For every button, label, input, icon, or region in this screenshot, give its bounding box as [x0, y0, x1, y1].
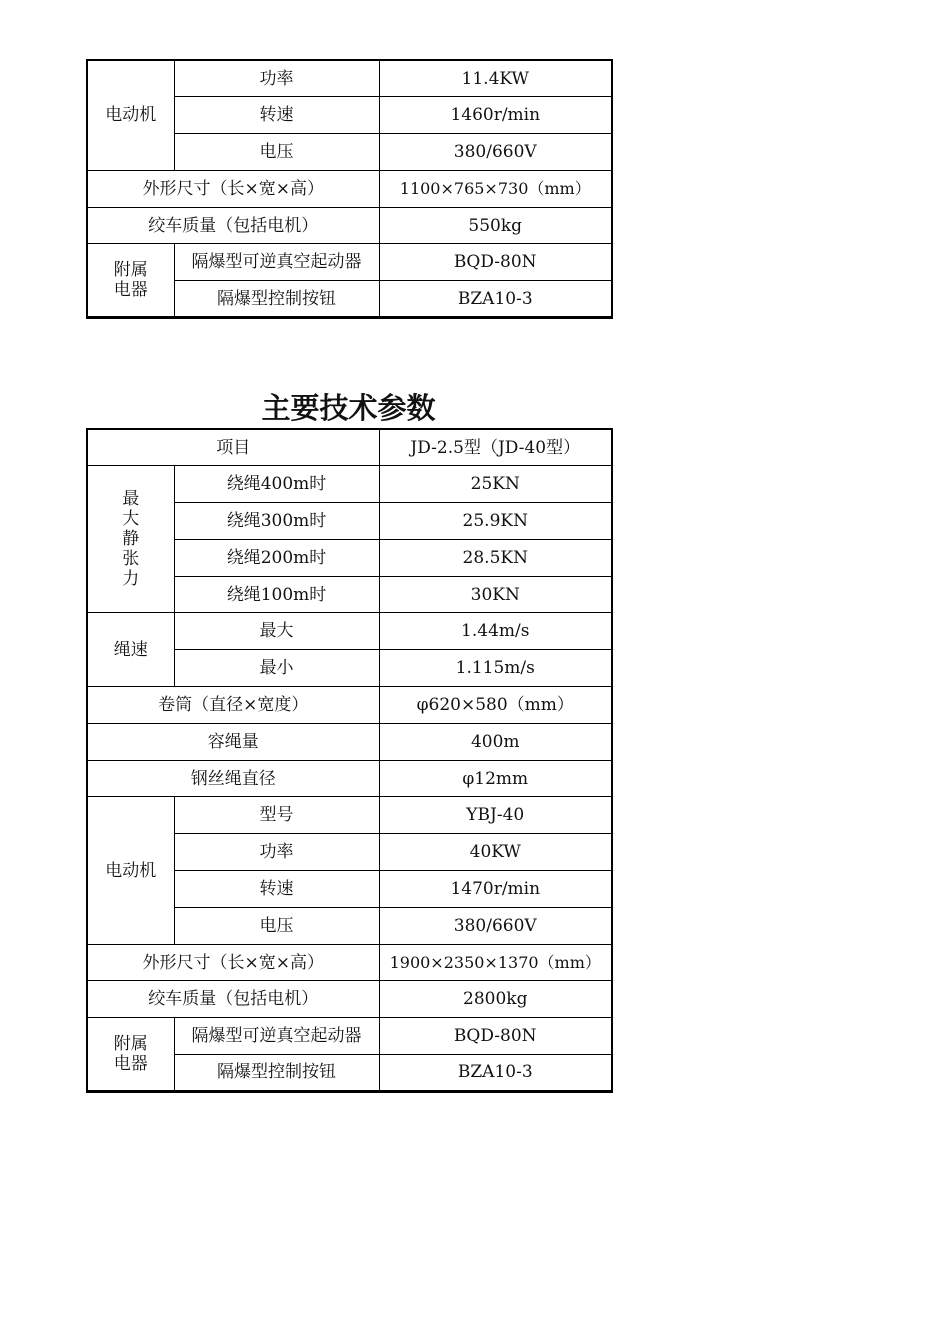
tension-label: 绕绳200m时 — [174, 539, 379, 576]
dimensions-value: 1900×2350×1370（mm） — [379, 944, 612, 981]
rope-speed-label: 最大 — [174, 613, 379, 650]
tension-char: 最 — [122, 489, 140, 510]
starter-label: 隔爆型可逆真空起动器 — [174, 244, 379, 281]
power-label: 功率 — [174, 60, 379, 97]
spec-table-continued — [86, 59, 613, 319]
table-row — [87, 760, 612, 797]
capacity-label: 容绳量 — [87, 723, 379, 760]
table-row — [87, 244, 612, 281]
table-row — [87, 170, 612, 207]
capacity-value: 400m — [379, 723, 612, 760]
table-row — [87, 1018, 612, 1055]
tension-label: 绕绳400m时 — [174, 466, 379, 503]
motor-value: 40KW — [379, 834, 612, 871]
button-label: 隔爆型控制按钮 — [174, 281, 379, 318]
tension-char: 力 — [122, 569, 140, 590]
tension-value: 25.9KN — [379, 503, 612, 540]
mass-value: 550kg — [379, 207, 612, 244]
speed-value: 1460r/min — [379, 97, 612, 134]
drum-label: 卷筒（直径×宽度） — [87, 687, 379, 724]
rope-speed-group-label: 绳速 — [87, 613, 174, 687]
table-header-row — [87, 429, 612, 466]
dimensions-label: 外形尺寸（长×宽×高） — [87, 944, 379, 981]
table-row — [87, 60, 612, 97]
main-heading: 主要技术参数 — [261, 391, 436, 425]
motor-group-label: 电动机 — [87, 797, 174, 944]
table-row — [87, 613, 612, 650]
motor-label: 转速 — [174, 871, 379, 908]
rope-speed-value: 1.44m/s — [379, 613, 612, 650]
table-row — [87, 797, 612, 834]
accessory-group-label — [87, 244, 174, 318]
motor-label: 电压 — [174, 907, 379, 944]
button-value: BZA10-3 — [379, 281, 612, 318]
motor-label: 型号 — [174, 797, 379, 834]
table-row — [87, 687, 612, 724]
motor-value: 380/660V — [379, 907, 612, 944]
accessory-group-line1: 附属 — [113, 260, 148, 281]
dimensions-value: 1100×765×730（mm） — [379, 170, 612, 207]
mass-value: 2800kg — [379, 981, 612, 1018]
accessory-group-label — [87, 1018, 174, 1092]
tension-char: 大 — [122, 509, 140, 530]
speed-label: 转速 — [174, 97, 379, 134]
accessory-group-line2: 电器 — [113, 280, 148, 301]
table-row — [87, 466, 612, 503]
tension-char: 张 — [122, 549, 140, 570]
button-value: BZA10-3 — [379, 1055, 612, 1092]
table-row — [87, 981, 612, 1018]
tension-value: 28.5KN — [379, 539, 612, 576]
rope-speed-label: 最小 — [174, 650, 379, 687]
header-item: 项目 — [87, 429, 379, 466]
table-row — [87, 207, 612, 244]
rope-speed-value: 1.115m/s — [379, 650, 612, 687]
mass-label: 绞车质量（包括电机） — [87, 207, 379, 244]
rope-diameter-value: φ12mm — [379, 760, 612, 797]
power-value: 11.4KW — [379, 60, 612, 97]
table-row — [87, 944, 612, 981]
header-model: JD-2.5型（JD-40型） — [379, 429, 612, 466]
dimensions-label: 外形尺寸（长×宽×高） — [87, 170, 379, 207]
table-row — [87, 723, 612, 760]
tension-value: 25KN — [379, 466, 612, 503]
tension-label: 绕绳300m时 — [174, 503, 379, 540]
accessory-group-line1: 附属 — [113, 1034, 148, 1055]
starter-label: 隔爆型可逆真空起动器 — [174, 1018, 379, 1055]
button-label: 隔爆型控制按钮 — [174, 1055, 379, 1092]
drum-value: φ620×580（mm） — [379, 687, 612, 724]
spec-table-main — [86, 428, 613, 1093]
voltage-value: 380/660V — [379, 134, 612, 171]
mass-label: 绞车质量（包括电机） — [87, 981, 379, 1018]
motor-label: 功率 — [174, 834, 379, 871]
tension-label: 绕绳100m时 — [174, 576, 379, 613]
tension-value: 30KN — [379, 576, 612, 613]
tension-group-label — [87, 466, 174, 613]
rope-diameter-label: 钢丝绳直径 — [87, 760, 379, 797]
voltage-label: 电压 — [174, 134, 379, 171]
motor-group-label: 电动机 — [87, 60, 174, 170]
accessory-group-line2: 电器 — [113, 1054, 148, 1075]
motor-value: 1470r/min — [379, 871, 612, 908]
motor-value: YBJ-40 — [379, 797, 612, 834]
tension-char: 静 — [122, 529, 140, 550]
starter-value: BQD-80N — [379, 244, 612, 281]
starter-value: BQD-80N — [379, 1018, 612, 1055]
